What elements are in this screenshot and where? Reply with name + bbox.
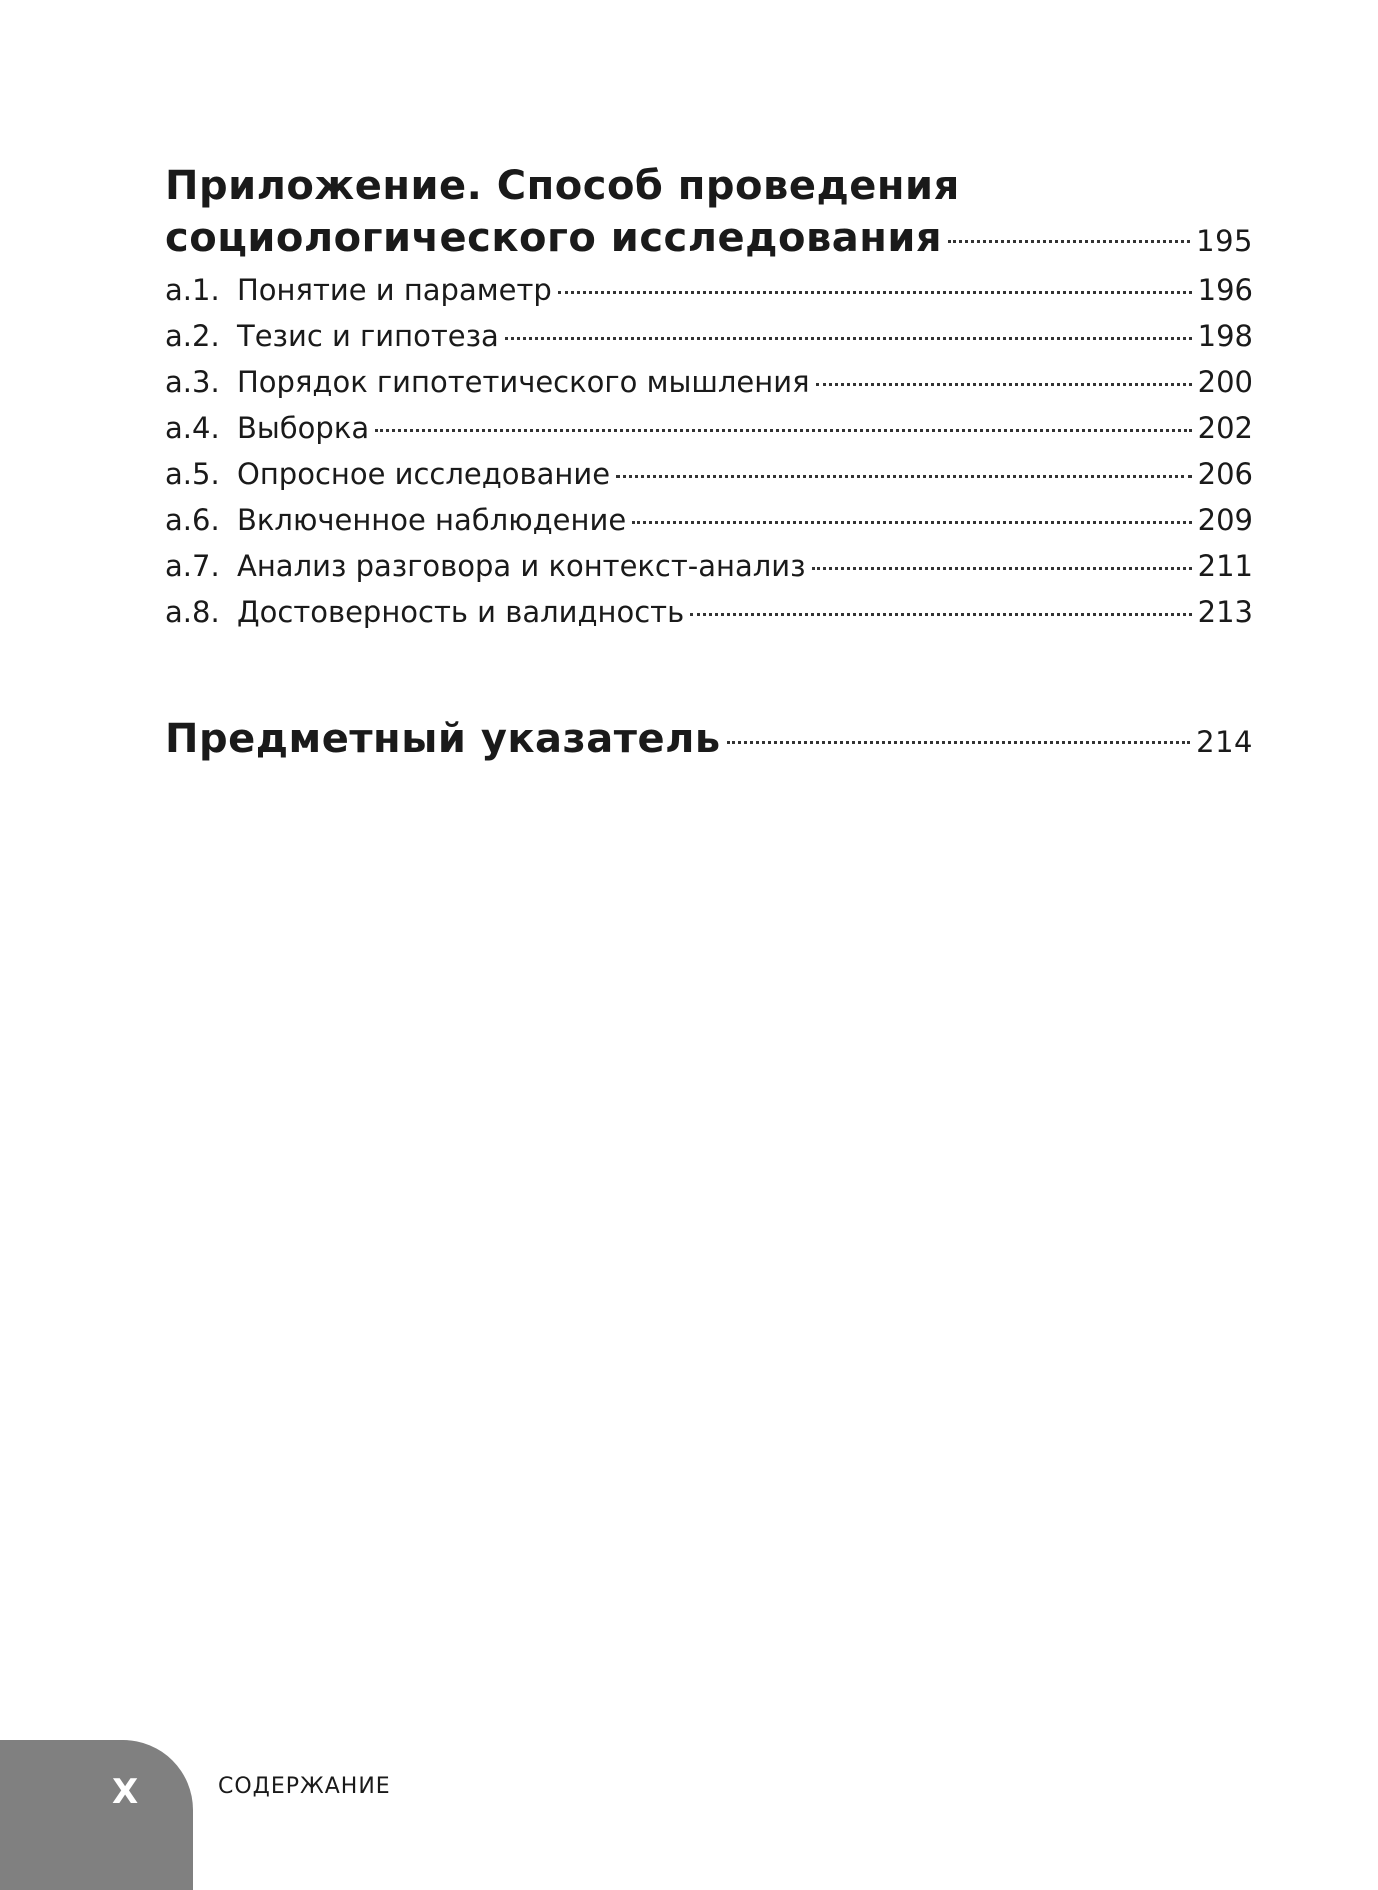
dot-leader xyxy=(948,240,1190,243)
page-tab xyxy=(0,1740,193,1890)
toc-entry[interactable] xyxy=(165,543,1253,589)
subject-index-page-number: 214 xyxy=(1196,725,1253,759)
entry-number: а.6. xyxy=(165,503,220,537)
entry-number: а.4. xyxy=(165,411,220,445)
dot-leader xyxy=(690,613,1191,616)
entry-number: а.2. xyxy=(165,319,220,353)
page-number-letter: X xyxy=(112,1772,139,1812)
entry-title: Порядок гипотетического мышления xyxy=(237,365,810,399)
entry-title: Достоверность и валидность xyxy=(237,595,685,629)
entry-page-number: 211 xyxy=(1197,549,1253,583)
appendix-title-row[interactable] xyxy=(165,212,1253,267)
entry-title: Опросное исследование xyxy=(237,457,611,491)
appendix-title-line2: социологического исследования xyxy=(165,215,943,261)
dot-leader xyxy=(558,291,1192,294)
entry-number: а.7. xyxy=(165,549,220,583)
running-footer-label: СОДЕРЖАНИЕ xyxy=(218,1774,391,1799)
entry-page-number: 196 xyxy=(1197,273,1253,307)
entry-page-number: 209 xyxy=(1197,503,1253,537)
appendix-items xyxy=(165,267,1253,635)
toc-entry[interactable] xyxy=(165,359,1253,405)
entry-number: а.8. xyxy=(165,595,220,629)
toc-entry[interactable] xyxy=(165,405,1253,451)
dot-leader xyxy=(616,475,1192,478)
entry-title: Понятие и параметр xyxy=(237,273,552,307)
entry-title: Тезис и гипотеза xyxy=(237,319,499,353)
dot-leader xyxy=(375,429,1192,432)
entry-page-number: 202 xyxy=(1197,411,1253,445)
entry-title: Анализ разговора и контекст-анализ xyxy=(237,549,806,583)
toc-entry[interactable] xyxy=(165,497,1253,543)
entry-page-number: 206 xyxy=(1197,457,1253,491)
entry-page-number: 200 xyxy=(1197,365,1253,399)
dot-leader xyxy=(727,741,1190,744)
entry-number: а.3. xyxy=(165,365,220,399)
toc-entry[interactable] xyxy=(165,589,1253,635)
subject-index-title: Предметный указатель xyxy=(165,716,721,762)
subject-index-row[interactable] xyxy=(165,713,1253,768)
toc-entry[interactable] xyxy=(165,451,1253,497)
toc-entry[interactable] xyxy=(165,267,1253,313)
appendix-title-line1: Приложение. Способ проведения xyxy=(165,163,960,209)
entry-page-number: 213 xyxy=(1197,595,1253,629)
entry-number: а.5. xyxy=(165,457,220,491)
dot-leader xyxy=(505,337,1192,340)
table-of-contents xyxy=(165,160,1253,768)
toc-entry[interactable] xyxy=(165,313,1253,359)
appendix-page-number: 195 xyxy=(1196,224,1253,258)
subject-index-block xyxy=(165,713,1253,768)
dot-leader xyxy=(632,521,1191,524)
dot-leader xyxy=(812,567,1192,570)
entry-title: Включенное наблюдение xyxy=(237,503,627,537)
dot-leader xyxy=(816,383,1192,386)
entry-page-number: 198 xyxy=(1197,319,1253,353)
entry-number: а.1. xyxy=(165,273,220,307)
entry-title: Выборка xyxy=(237,411,370,445)
